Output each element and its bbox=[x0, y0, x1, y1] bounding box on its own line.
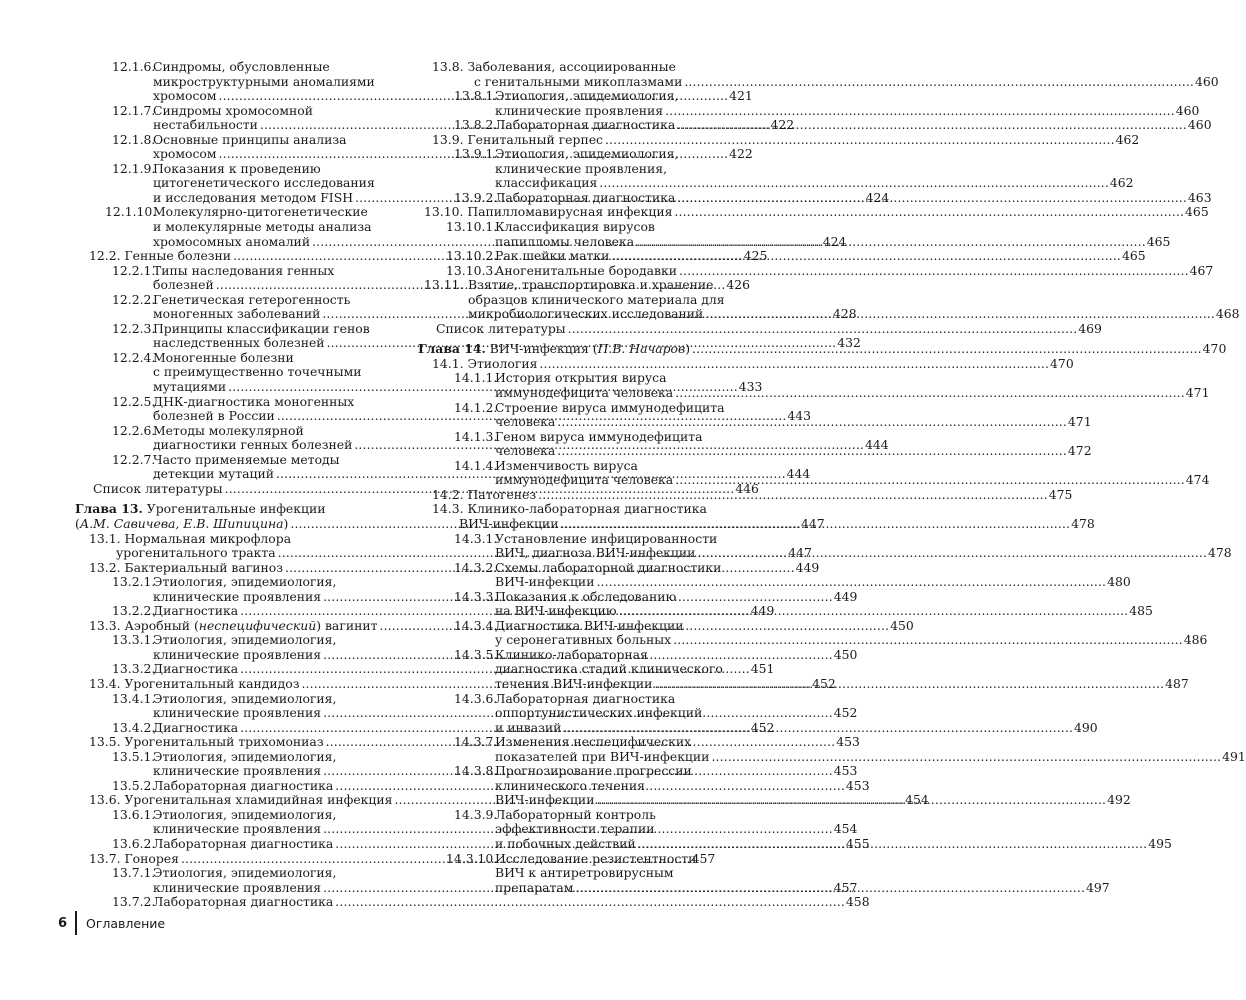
page-reference: 453 bbox=[833, 763, 858, 779]
dot-leader bbox=[654, 677, 1162, 692]
dot-leader bbox=[711, 750, 1219, 765]
page-reference: 454 bbox=[833, 821, 858, 837]
running-title: Оглавление bbox=[86, 915, 166, 931]
entry-title-line: 12.2. Генные болезни bbox=[89, 248, 232, 264]
page-reference: 463 bbox=[1187, 189, 1212, 205]
entry-title-line: диагностика стадий клинического bbox=[495, 661, 723, 677]
entry-title-line: эффективности терапии bbox=[495, 821, 655, 837]
section-number: 13.10.2. bbox=[446, 248, 498, 264]
page-reference: 475 bbox=[1048, 486, 1073, 502]
entry-title-line: человека bbox=[495, 443, 556, 459]
entry-title-line: Методы молекулярной bbox=[153, 422, 304, 438]
page-reference: 467 bbox=[1189, 262, 1214, 278]
entry-title-line: Генетическая гетерогенность bbox=[153, 291, 351, 307]
entry-title-line: Геном вируса иммунодефицита bbox=[495, 428, 703, 444]
page-reference: 457 bbox=[833, 879, 858, 895]
section-number: 14.1.2. bbox=[454, 399, 498, 415]
page-reference: 471 bbox=[1185, 385, 1210, 401]
toc-entry bbox=[418, 355, 1074, 372]
page-reference: 453 bbox=[836, 734, 860, 750]
dot-leader bbox=[575, 881, 1083, 896]
section-number: 13.4.1. bbox=[112, 690, 156, 706]
entry-title-line: показателей при ВИЧ-инфекции bbox=[495, 748, 710, 764]
page-reference: 447 bbox=[801, 515, 825, 531]
toc-entry bbox=[418, 131, 1140, 148]
entry-title-line: у серонегативных больных bbox=[495, 632, 672, 648]
footer-divider bbox=[75, 911, 77, 935]
entry-title-line: оппортунистических инфекций bbox=[495, 705, 703, 721]
section-number: 14.3.2. bbox=[454, 559, 498, 575]
entry-title-line: ВИЧ-инфекции bbox=[495, 574, 595, 590]
entry-title-line: 13.2. Бактериальный вагиноз bbox=[89, 559, 283, 575]
toc-entry bbox=[418, 59, 1219, 89]
entry-title-line: клинические проявления bbox=[153, 705, 322, 721]
page-reference: 462 bbox=[1115, 131, 1140, 147]
page-reference: 449 bbox=[750, 603, 775, 619]
page-reference: 422 bbox=[770, 117, 795, 133]
entry-title-line: Прогнозирование прогрессии bbox=[495, 763, 692, 779]
toc-entry bbox=[75, 894, 870, 910]
entry-title-line: микроструктурными аномалиями bbox=[153, 73, 375, 89]
entry-title-line: 14.2. Патогенез bbox=[432, 486, 537, 502]
dot-leader bbox=[335, 895, 843, 910]
page-reference: 486 bbox=[1183, 632, 1208, 648]
section-number: 12.1.7. bbox=[112, 102, 156, 118]
entry-title-line: 13.9. Генитальный герпес bbox=[432, 131, 603, 147]
entry-title-line: болезней bbox=[153, 277, 214, 293]
page-reference: 468 bbox=[1215, 306, 1240, 322]
entry-title-line: Список литературы bbox=[93, 480, 223, 496]
page-reference: 449 bbox=[833, 588, 858, 604]
entry-title-line: Взятие, транспортировка и хранение bbox=[468, 277, 714, 293]
page-reference: 480 bbox=[1107, 574, 1131, 590]
section-number: 13.5.2. bbox=[112, 777, 156, 793]
dot-leader bbox=[599, 176, 1107, 191]
entry-title-line: ВИЧ-инфекция (П.В. Начаров) bbox=[489, 341, 691, 357]
page-reference: 460 bbox=[1194, 73, 1219, 89]
page-reference: 478 bbox=[1071, 515, 1095, 531]
page-reference: 444 bbox=[786, 466, 811, 482]
page-reference: 421 bbox=[729, 88, 753, 104]
toc-entry bbox=[418, 320, 1102, 337]
entry-title-line: Лабораторная диагностика bbox=[153, 835, 334, 851]
page-reference: 450 bbox=[890, 617, 914, 633]
chapter-label: Глава 13. bbox=[75, 501, 143, 517]
dot-leader bbox=[557, 415, 1065, 430]
section-number: 13.11. bbox=[424, 277, 464, 293]
entry-title-line: Урогенитальные инфекции bbox=[146, 501, 326, 517]
entry-title-line: с генитальными микоплазмами bbox=[474, 73, 683, 89]
entry-title-line: Изменения неспецифических bbox=[495, 734, 692, 750]
entry-title-line: Аногенитальные бородавки bbox=[495, 262, 677, 278]
dot-leader bbox=[684, 75, 1192, 90]
entry-title-line: Этиология, эпидемиология, bbox=[153, 632, 337, 648]
dot-leader bbox=[692, 342, 1200, 357]
entry-title-line: Исследование резистентности bbox=[495, 850, 697, 866]
page-reference: 472 bbox=[1067, 443, 1092, 459]
entry-title-line: 14.3. Клинико-лабораторная диагностика bbox=[432, 501, 707, 517]
entry-title-line: 13.1. Нормальная микрофлора bbox=[89, 530, 292, 546]
toc-entry bbox=[418, 262, 1214, 279]
entry-title-line: Схемы лабораторной диагностики bbox=[495, 559, 722, 575]
entry-title-line: клинические проявления bbox=[153, 763, 322, 779]
entry-title-line: ВИЧ, диагноза ВИЧ-инфекции bbox=[495, 545, 696, 561]
entry-title-line: Типы наследования генных bbox=[153, 262, 335, 278]
entry-title-line: Этиология, эпидемиология, bbox=[495, 146, 679, 162]
page-reference: 495 bbox=[1148, 835, 1172, 851]
entry-title-line: диагностики генных болезней bbox=[153, 437, 353, 453]
entry-title-line: 13.6. Урогенитальная хламидийная инфекция bbox=[89, 792, 393, 808]
section-number: 13.4.2. bbox=[112, 719, 156, 735]
section-number: 14.3.3. bbox=[454, 588, 498, 604]
entry-title-line: клинические проявления bbox=[495, 102, 664, 118]
dot-leader bbox=[679, 264, 1187, 279]
entry-title-line: человека bbox=[495, 414, 556, 430]
page-reference: 453 bbox=[845, 777, 870, 793]
page-reference: 433 bbox=[738, 379, 763, 395]
entry-title-line: 13.3. Аэробный (неспецифический) вагинит bbox=[89, 617, 378, 633]
section-number: 14.1.4. bbox=[454, 457, 498, 473]
page-reference: 465 bbox=[1185, 204, 1209, 220]
dot-leader bbox=[675, 386, 1183, 401]
section-number: 12.2.7. bbox=[112, 451, 156, 467]
entry-title-line: моногенных заболеваний bbox=[153, 306, 321, 322]
dot-leader bbox=[539, 357, 1047, 372]
page-reference: 426 bbox=[726, 277, 751, 293]
dot-leader bbox=[538, 488, 1046, 503]
page-reference: 487 bbox=[1165, 675, 1189, 691]
entry-title-line: на ВИЧ-инфекцию bbox=[495, 603, 617, 619]
dot-leader bbox=[596, 575, 1104, 590]
entry-title-line: клинические проявления, bbox=[495, 160, 668, 176]
entry-title-line: ВИЧ-инфекции bbox=[459, 515, 559, 531]
entry-title-line: Синдромы, обусловленные bbox=[153, 59, 330, 74]
entry-title-line: Изменчивость вируса bbox=[495, 457, 638, 473]
section-number: 12.2.4. bbox=[112, 349, 156, 365]
dot-leader bbox=[677, 118, 1185, 133]
page-reference: 432 bbox=[837, 335, 861, 351]
section-number: 13.9.1. bbox=[454, 146, 498, 162]
dot-leader bbox=[563, 721, 1071, 736]
section-number: 14.3.6. bbox=[454, 690, 498, 706]
page-reference: 458 bbox=[845, 894, 870, 910]
entry-title-line: 13.7. Гонорея bbox=[89, 850, 179, 866]
entry-title-line: Установление инфицированности bbox=[495, 530, 718, 546]
entry-title-line: 13.8. Заболевания, ассоциированные bbox=[432, 59, 676, 74]
entry-title-line: Моногенные болезни bbox=[153, 349, 294, 365]
page-reference: 462 bbox=[1109, 175, 1134, 191]
entry-title-line: наследственных болезней bbox=[153, 335, 325, 351]
section-number: 14.3.8. bbox=[454, 763, 498, 779]
entry-title-line: и побочных действий bbox=[495, 835, 636, 851]
page-reference: 485 bbox=[1129, 603, 1153, 619]
section-number: 13.7.1. bbox=[112, 865, 156, 881]
entry-title-line: Диагностика bbox=[153, 603, 239, 619]
dot-leader bbox=[665, 104, 1173, 119]
section-number: 13.8.2. bbox=[454, 117, 498, 133]
entry-title-line: Лабораторная диагностика bbox=[495, 690, 676, 706]
entry-title-line: Клинико-лабораторная bbox=[495, 646, 648, 662]
page-reference: 465 bbox=[1146, 233, 1171, 249]
entry-title-line: мутациями bbox=[153, 379, 227, 395]
section-number: 14.3.1. bbox=[454, 530, 498, 546]
page-reference: 457 bbox=[691, 850, 716, 866]
entry-title-line: образцов клинического материала для bbox=[468, 291, 725, 307]
entry-title-line: хромосомных аномалий bbox=[153, 233, 311, 249]
page-reference: 446 bbox=[735, 480, 759, 496]
section-number: 14.3.9. bbox=[454, 806, 498, 822]
dot-leader bbox=[674, 205, 1182, 220]
entry-title-line: ВИЧ-инфекции bbox=[495, 792, 595, 808]
dot-leader bbox=[705, 307, 1213, 322]
dot-leader bbox=[677, 191, 1185, 206]
page-reference: 455 bbox=[845, 835, 870, 851]
toc-entry bbox=[418, 204, 1209, 220]
entry-title-line: Строение вируса иммунодефицита bbox=[495, 399, 725, 415]
entry-title-line: клинические проявления bbox=[153, 821, 322, 837]
section-number: 13.10.1. bbox=[446, 219, 498, 235]
entry-title-line: клинические проявления bbox=[153, 588, 322, 604]
entry-title-line: Лабораторная диагностика bbox=[153, 894, 334, 910]
page-reference: 478 bbox=[1208, 545, 1232, 561]
section-number: 13.7.2. bbox=[112, 894, 156, 910]
entry-title-line: Часто применяемые методы bbox=[153, 451, 340, 467]
entry-title-line: урогенитального тракта bbox=[116, 545, 276, 561]
dot-leader bbox=[605, 133, 1113, 148]
page-reference: 451 bbox=[750, 661, 775, 677]
entry-title-line: иммунодефицита человека bbox=[495, 472, 674, 488]
page-reference: 454 bbox=[905, 792, 929, 808]
entry-title-line: детекции мутаций bbox=[153, 466, 274, 482]
page-reference: 491 bbox=[1222, 748, 1246, 764]
dot-leader bbox=[638, 837, 1146, 852]
entry-title-line: с преимущественно точечными bbox=[153, 364, 362, 380]
entry-title-line: Лабораторная диагностика bbox=[495, 189, 676, 205]
section-number: 12.2.1. bbox=[112, 262, 156, 278]
section-number: 14.3.4. bbox=[454, 617, 498, 633]
page-footer bbox=[55, 913, 165, 933]
page-reference: 474 bbox=[1185, 472, 1210, 488]
entry-title-line: Этиология, эпидемиология, bbox=[153, 574, 337, 590]
entry-title-line: Лабораторный контроль bbox=[495, 806, 656, 822]
page-reference: 422 bbox=[729, 146, 753, 162]
section-number: 12.1.9. bbox=[112, 160, 156, 176]
entry-title-line: Принципы классификации генов bbox=[153, 320, 370, 336]
dot-leader bbox=[611, 249, 1119, 264]
section-number: 14.1.1. bbox=[454, 370, 498, 386]
entry-title-line: Классификация вирусов bbox=[495, 219, 655, 235]
entry-title-line: Этиология, эпидемиология, bbox=[495, 88, 679, 104]
entry-title-line: История открытия вируса bbox=[495, 370, 667, 386]
page-reference: 465 bbox=[1121, 248, 1146, 264]
page-reference: 490 bbox=[1073, 719, 1098, 735]
section-number: 12.1.10. bbox=[105, 204, 157, 220]
entry-title-line: Показания к обследованию bbox=[495, 588, 677, 604]
chapter-label: Глава 14. bbox=[418, 341, 486, 357]
entry-title-line: Лабораторная диагностика bbox=[153, 777, 334, 793]
entry-title-line: Диагностика bbox=[153, 661, 239, 677]
entry-title-line: Этиология, эпидемиология, bbox=[153, 690, 337, 706]
entry-title-line: хромосом bbox=[153, 88, 217, 104]
dot-leader bbox=[596, 793, 1104, 808]
dot-leader bbox=[560, 517, 1068, 532]
section-number: 13.3.1. bbox=[112, 632, 156, 648]
page-reference: 460 bbox=[1175, 102, 1200, 118]
entry-title-line: клинические проявления bbox=[153, 879, 322, 895]
section-number: 13.9.2. bbox=[454, 189, 498, 205]
entry-title-line: иммунодефицита человека bbox=[495, 385, 674, 401]
entry-title-line: и инвазий bbox=[495, 719, 562, 735]
section-number: 14.3.5. bbox=[454, 646, 498, 662]
section-number: 13.2.1. bbox=[112, 574, 156, 590]
entry-title-line: нестабильности bbox=[153, 117, 258, 133]
section-number: 13.3.2. bbox=[112, 661, 156, 677]
entry-title-line: клинические проявления bbox=[153, 646, 322, 662]
section-number: 12.2.6. bbox=[112, 422, 156, 438]
section-number: 12.2.2. bbox=[112, 291, 156, 307]
page-reference: 492 bbox=[1107, 792, 1131, 808]
page-reference: 428 bbox=[832, 306, 857, 322]
entry-title-line: 13.10. Папилломавирусная инфекция bbox=[424, 204, 673, 220]
dot-leader bbox=[619, 604, 1127, 619]
entry-title-line: микробиологических исследований bbox=[468, 306, 704, 322]
dot-leader bbox=[673, 633, 1181, 648]
section-number: 12.1.6. bbox=[112, 59, 156, 74]
entry-title-line: ДНК-диагностика моногенных bbox=[153, 393, 355, 409]
page-reference: 452 bbox=[750, 719, 775, 735]
page-reference: 450 bbox=[833, 646, 858, 662]
page-reference: 424 bbox=[865, 189, 890, 205]
dot-leader bbox=[568, 322, 1076, 337]
entry-title-line: классификация bbox=[495, 175, 598, 191]
entry-title-line: Диагностика bbox=[153, 719, 239, 735]
page-reference: 469 bbox=[1078, 320, 1102, 336]
entry-title-line: клинического течения bbox=[495, 777, 645, 793]
entry-title-line: Лабораторная диагностика bbox=[495, 117, 676, 133]
section-number: 13.10.3. bbox=[446, 262, 498, 278]
entry-title-line: Этиология, эпидемиология, bbox=[153, 806, 337, 822]
entry-title-line: цитогенетического исследования bbox=[153, 175, 375, 191]
entry-title-line: Диагностика ВИЧ-инфекции bbox=[495, 617, 684, 633]
entry-title-line: папилломы человека bbox=[495, 233, 635, 249]
section-number: 14.1.3. bbox=[454, 428, 498, 444]
page-reference: 449 bbox=[795, 559, 820, 575]
page-reference: 470 bbox=[1202, 341, 1227, 357]
page-reference: 471 bbox=[1067, 414, 1092, 430]
entry-title-line: 14.1. Этиология bbox=[432, 355, 538, 371]
entry-title-line: течения ВИЧ-инфекции bbox=[495, 675, 653, 691]
entry-title-line: 13.5. Урогенитальный трихомониаз bbox=[89, 734, 324, 750]
entry-title-line: 13.4. Урогенитальный кандидоз bbox=[89, 675, 300, 691]
page-reference: 447 bbox=[788, 545, 812, 561]
dot-leader bbox=[675, 473, 1183, 488]
page-reference: 452 bbox=[812, 675, 836, 691]
section-number: 13.8.1. bbox=[454, 88, 498, 104]
dot-leader bbox=[557, 444, 1065, 459]
entry-title-line: Основные принципы анализа bbox=[153, 131, 347, 147]
entry-title-line: (А.М. Савичева, Е.В. Шипицина) bbox=[75, 515, 289, 531]
section-number: 12.2.3. bbox=[112, 320, 156, 336]
section-number: 13.5.1. bbox=[112, 748, 156, 764]
entry-title-line: Этиология, эпидемиология, bbox=[153, 865, 337, 881]
entry-title-line: Синдромы хромосомной bbox=[153, 102, 313, 118]
section-number: 12.1.8. bbox=[112, 131, 156, 147]
entry-title-line: Молекулярно-цитогенетические bbox=[153, 204, 368, 220]
page-reference: 443 bbox=[787, 408, 812, 424]
entry-title-line: ВИЧ к антиретровирусным bbox=[495, 865, 674, 881]
page-reference: 424 bbox=[822, 233, 847, 249]
page-reference: 425 bbox=[743, 248, 768, 264]
section-number: 14.3.10. bbox=[446, 850, 498, 866]
entry-title-line: и молекулярные методы анализа bbox=[153, 219, 372, 235]
entry-title-line: хромосом bbox=[153, 146, 217, 162]
page-reference: 460 bbox=[1187, 117, 1212, 133]
section-number: 12.2.5. bbox=[112, 393, 156, 409]
entry-title-line: Рак шейки матки bbox=[495, 248, 610, 264]
dot-leader bbox=[697, 546, 1205, 561]
entry-title-line: болезней в России bbox=[153, 408, 275, 424]
entry-title-line: и исследования методом FISH bbox=[153, 189, 353, 205]
entry-title-line: Список литературы bbox=[436, 320, 566, 336]
entry-title-line: Показания к проведению bbox=[153, 160, 321, 176]
entry-title-line: Этиология, эпидемиология, bbox=[153, 748, 337, 764]
section-number: 13.6.1. bbox=[112, 806, 156, 822]
section-number: 13.6.2. bbox=[112, 835, 156, 851]
section-number: 14.3.7. bbox=[454, 734, 498, 750]
page-reference: 452 bbox=[833, 705, 858, 721]
page-reference: 470 bbox=[1050, 355, 1074, 371]
page-reference: 497 bbox=[1086, 879, 1110, 895]
entry-title-line: препаратам bbox=[495, 879, 574, 895]
section-number: 13.2.2. bbox=[112, 603, 156, 619]
page-number: 6 bbox=[57, 915, 67, 931]
dot-leader bbox=[636, 235, 1144, 250]
page-reference: 444 bbox=[864, 437, 889, 453]
